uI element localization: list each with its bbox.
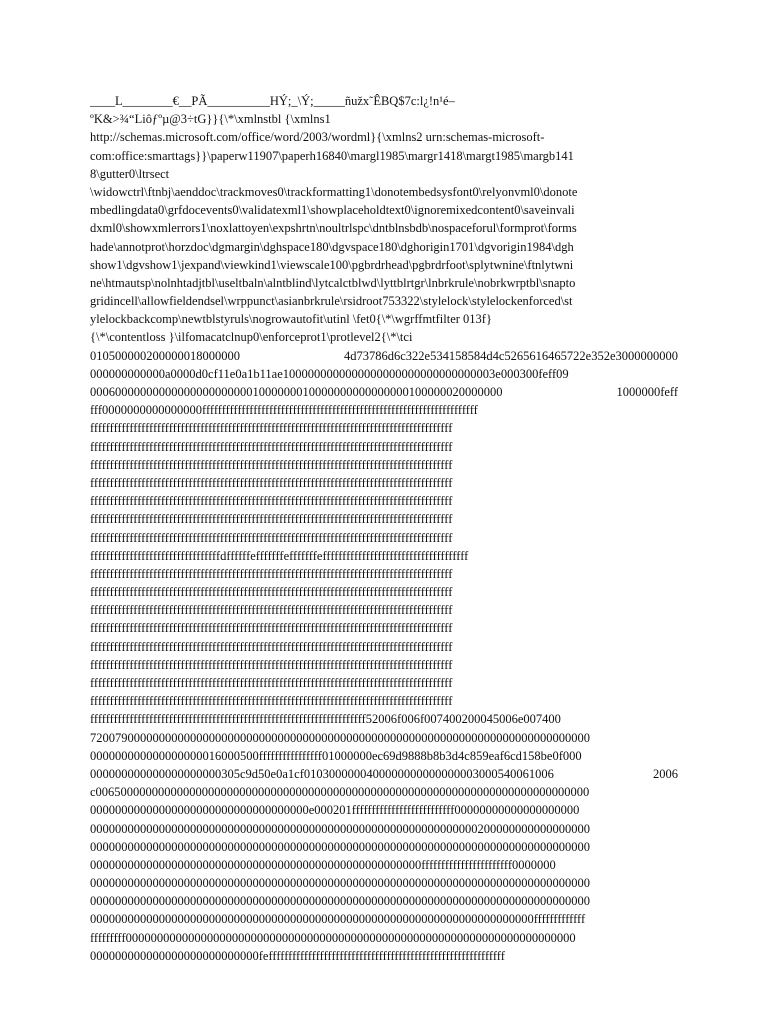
text-line: ffffffffffffffffffffffffffffffffffffffffffffffffffffffffffffffffffffffffffffffffffffffffffff [90,475,453,490]
text-line: 000000000000000000000000000feffffffffffffffffffffffffffffffffffffffffffffffffffffffffffff [90,948,505,963]
text-line: 000000000000a0000d0cf11e0a1b11ae1000000000000000000000000000000003e000300feff09 [90,366,569,381]
text-line: fff0000000000000000ffffffffffffffffffffffffffffffffffffffffffffffffffffffffffffffffffffff [90,403,478,418]
text-line: ffffffffffffffffffffffffffffffffffffffffffffffffffffffffffffffffffffffffffffffffffffffffffff [90,585,453,600]
text-line: gridincell\allowfieldendsel\wrppunct\asianbrkrule\rsidroot753322\stylelock\stylelockenforced\st [90,294,573,309]
text-line: ffffffffffffffffffffffffffffffffffffffffffffffffffffffffffffffffffffffffffffffffffffffffffff [90,621,453,636]
text-line: dxml0\showxmlerrors1\noxlattoyen\expshrtn\noultrlspc\dntblnsbdb\nospaceforul\formprot\forms [90,221,577,236]
text-line: 00000000000000000000000000000000000000000000000000000000000000000000000000000000 [90,839,590,854]
text-line: 00000000000000000000000000000000000000000000000000000000000000000000000000000000 [90,876,590,891]
text-line: ne\htmautsp\nolnhtadjtbl\useltbaln\alntblind\lytcalctblwd\lyttblrtgr\lnbrkrule\nobrkwrptbl\snapto [90,275,576,290]
text-line: 00000000000000000000000000000000000000000000000000000000000000200000000000000000 [90,821,590,836]
text-line: ffffffffffffffffffffffffffffffffffffffffffffffffffffffffffffffffffffff52006f006f007400200045006e007400 [90,712,561,727]
text-line: show1\dgvshow1\jexpand\viewkind1\viewscale100\pgbrdrhead\pgbrdrfoot\splytwnine\ftnlytwni [90,257,574,272]
text-line: ffffffffffffffffffffffffffffffffffffffffffffffffffffffffffffffffffffffffffffffffffffffffffff [90,639,453,654]
text-line: c0065000000000000000000000000000000000000000000000000000000000000000000000000000 [90,785,590,800]
text-line: 8\gutter0\ltrsect [90,166,170,181]
text-line: ffffffffffffffffffffffffffffffffffffffffffffffffffffffffffffffffffffffffffffffffffffffffffff [90,530,453,545]
text-line: {\*\contentloss }\ilfomacatclnup0\enforceprot1\protlevel2{\*\tci [90,330,413,345]
text-line: ºK&>¾“Liôƒºµ@3÷tG}}{\*\xmlnstbl {\xmlns1 [90,112,331,127]
text-line: ffffffffffffffffffffffffffffffffffffffffffffffffffffffffffffffffffffffffffffffffffffffffffff [90,457,453,472]
text-line: 00000000000000000000000000000000000000000000000000000000000000000000000000000000 [90,894,590,909]
text-line: mbedlingdata0\grfdocevents0\validatexml1\showplaceholdtext0\ignoremixedcontent0\saveinvali [90,203,575,218]
text-line: 00000000000000000000000000000000000000000000000000000000000000000000000fffffffffffff [90,912,586,927]
text-line: http://schemas.microsoft.com/office/word/2003/wordml}{\xmlns2 urn:schemas-microsoft- [90,130,545,145]
text-line: hade\annotprot\horzdoc\dgmargin\dghspace180\dgvspace180\dghorigin1701\dgvorigin1984\dgh [90,239,574,254]
text-line: 000600000000000000000000001000000010000000000000000100000020000000 1000000feff [90,385,678,399]
text-line: ffffffffffffffffffffffffffffffffffffffffffffffffffffffffffffffffffffffffffffffffffffffffffff [90,603,453,618]
text-line: 010500000200000018000000 4d73786d6c322e534158584d4c5265616465722e352e3000000000 [90,348,678,363]
text-line: ffffffffffffffffffffffffffffffffffffffffffffffffffffffffffffffffffffffffffffffffffffffffffff [90,657,453,672]
text-line: fffffffffffffffffffffffffffffffffdffffffefffffffefffffffefffffffffffffffffffffffffffffffffffff [90,548,469,563]
text-line: ylelockbackcomp\newtblstyruls\nogrowautofit\utinl \fet0{\*\wgrffmtfilter 013f} [90,312,492,327]
text-line: 72007900000000000000000000000000000000000000000000000000000000000000000000000000 [90,730,590,745]
text-line: ffffffffffffffffffffffffffffffffffffffffffffffffffffffffffffffffffffffffffffffffffffffffffff [90,694,453,709]
text-line: \widowctrl\ftnbj\aenddoc\trackmoves0\trackformatting1\donotembedsysfont0\relyonvml0\donote [90,184,578,199]
text-line: ffffffffffffffffffffffffffffffffffffffffffffffffffffffffffffffffffffffffffffffffffffffffffff [90,439,453,454]
text-line: 000000000000000000000305c9d50e0a1cf0103000000400000000000000003000540061006 2006 [90,766,678,781]
text-line: 00000000000000000000000000000000000e000201ffffffffffffffffffffffffff00000000000000000000 [90,803,580,818]
text-line: fffffffff000000000000000000000000000000000000000000000000000000000000000000000000 [90,930,576,945]
text-line: 00000000000000000000000000000000000000000000000000000fffffffffffffffffffffff0000000 [90,857,556,872]
rtf-source-text [90,92,678,965]
text-line: ffffffffffffffffffffffffffffffffffffffffffffffffffffffffffffffffffffffffffffffffffffffffffff [90,566,453,581]
text-line: ffffffffffffffffffffffffffffffffffffffffffffffffffffffffffffffffffffffffffffffffffffffffffff [90,512,453,527]
text-line: ffffffffffffffffffffffffffffffffffffffffffffffffffffffffffffffffffffffffffffffffffffffffffff [90,494,453,509]
text-line: ffffffffffffffffffffffffffffffffffffffffffffffffffffffffffffffffffffffffffffffffffffffffffff [90,421,453,436]
text-line: 000000000000000000016000500ffffffffffffffff01000000ec69d9888b8b3d4c859eaf6cd158be0f000 [90,748,582,763]
text-line: com:office:smarttags}}\paperw11907\paperh16840\margl1985\margr1418\margt1985\margb141 [90,148,574,163]
text-line: ____L________€__PÃ__________HÝ;_\Ý;_____ñužx˜ÊBQ$7c:l¿!n¹é– [90,94,455,108]
text-line: ffffffffffffffffffffffffffffffffffffffffffffffffffffffffffffffffffffffffffffffffffffffffffff [90,676,453,690]
